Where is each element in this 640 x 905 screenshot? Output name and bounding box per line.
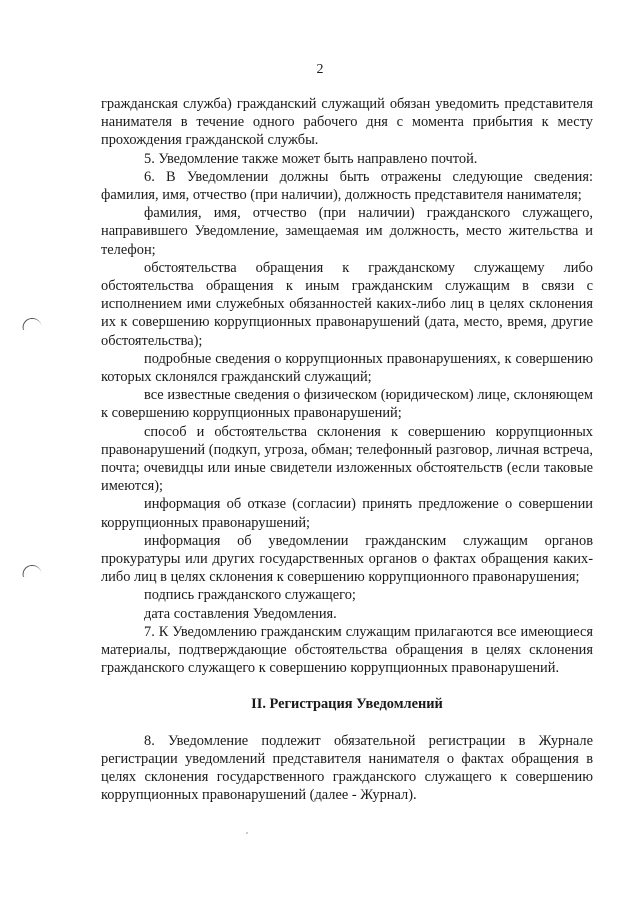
paragraph: фамилия, имя, отчество (при наличии) гражданского служащего, направившего Уведомление, замещаемая им должность, место жительства и телефон; bbox=[101, 205, 593, 258]
paragraph: подробные сведения о коррупционных правонарушениях, к совершению которых склонялся гражданский служащий; bbox=[101, 350, 593, 386]
paragraph: информация об уведомлении гражданским служащим органов прокуратуры или других государственных органов о фактах обращения каких-либо лиц в целях склонения к совершению коррупционного правонарушения; bbox=[101, 532, 593, 586]
paragraph: дата составления Уведомления. bbox=[144, 605, 337, 622]
paragraph: 6. В Уведомлении должны быть отражены следующие сведения: фамилия, имя, отчество (при наличии), должность представителя нанимателя; bbox=[101, 168, 593, 204]
paragraphs-before-heading bbox=[101, 95, 593, 678]
paragraph: информация об отказе (согласии) принять предложение о совершении коррупционных правонарушений; bbox=[101, 496, 593, 531]
binder-hole-mark bbox=[21, 564, 41, 578]
paragraph: 5. Уведомление также может быть направлено почтой. bbox=[144, 150, 478, 167]
paragraph: подпись гражданского служащего; bbox=[144, 587, 356, 604]
paragraph: гражданская служба) гражданский служащий обязан уведомить представителя нанимателя в течение одного рабочего дня с момента прибытия к месту прохождения гражданской службы. bbox=[101, 96, 593, 149]
section-heading: II. Регистрация Уведомлений bbox=[251, 695, 443, 712]
scan-speck bbox=[246, 832, 248, 834]
paragraphs-after-heading bbox=[101, 732, 593, 805]
page-number: 2 bbox=[316, 62, 324, 77]
paragraph: обстоятельства обращения к гражданскому служащему либо обстоятельства обращения к иным гражданским служащим в связи с исполнением ими служебных обязанностей каких-либо лиц в целях склонения их к совершению коррупционных правонарушений (дата, место, время, другие обстоятельства); bbox=[101, 259, 593, 349]
paragraph: способ и обстоятельства склонения к совершению коррупционных правонарушений (подкуп, угроза, обман; телефонный разговор, личная встреча, почта; очевидцы или иные свидетели изложенных обстоятельств (если таковые имеются); bbox=[101, 423, 593, 495]
document-body bbox=[101, 95, 593, 805]
paragraph: 8. Уведомление подлежит обязательной регистрации в Журнале регистрации уведомлений представителя нанимателя о фактах обращения в целях склонения государственного гражданского служащего к совершению коррупционных правонарушений (далее - Журнал). bbox=[101, 732, 593, 804]
paragraph: 7. К Уведомлению гражданским служащим прилагаются все имеющиеся материалы, подтверждающие обстоятельства обращения в целях склонения гражданского служащего к совершению коррупционных правонарушений. bbox=[101, 623, 593, 677]
paragraph: все известные сведения о физическом (юридическом) лице, склоняющем к совершению коррупционных правонарушений; bbox=[101, 387, 593, 422]
binder-hole-mark bbox=[21, 317, 41, 331]
